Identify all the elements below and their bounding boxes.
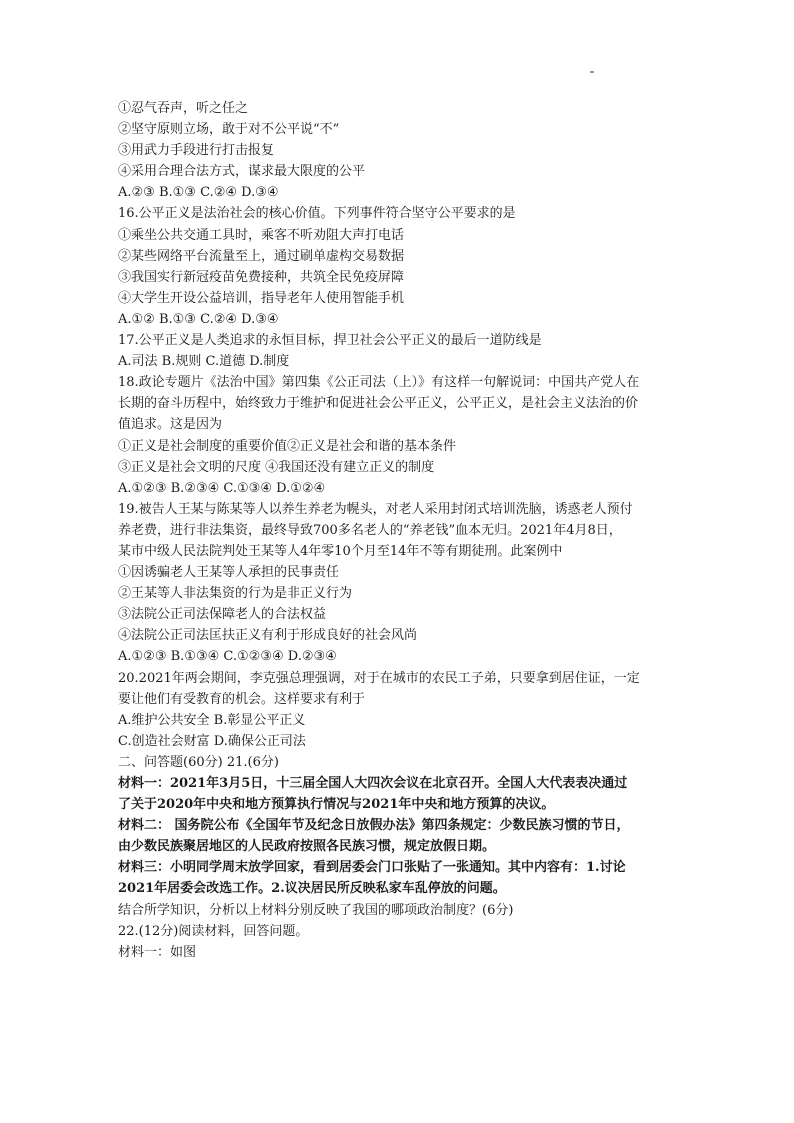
answer-choices-20-b: C.创造社会财富 D.确保公正司法 (118, 733, 306, 749)
question-16-stem: 16.公平正义是法治社会的核心价值。下列事件符合坚守公平要求的是 (118, 206, 516, 222)
question-17-stem: 17.公平正义是人类追求的永恒目标，捍卫社会公平正义的最后一道防线是 (118, 333, 542, 349)
question-20-stem-2: 要让他们有受教育的机会。这样要求有利于 (118, 691, 366, 707)
option-line-4: ④采用合理合法方式，谋求最大限度的公平 (118, 164, 366, 180)
question-22-heading: 22.(12分)阅读材料，回答问题。 (118, 923, 309, 939)
answer-choices-16: A.①② B.①③ C.②④ D.③④ (118, 311, 279, 327)
q19-option-4: ④法院公正司法匡扶正义有利于形成良好的社会风尚 (118, 628, 418, 644)
material-1-line-2: 了关于2020年中央和地方预算执行情况与2021年中央和地方预算的决议。 (118, 797, 555, 813)
answer-choices-19: A.①②③ B.①③④ C.①②③④ D.②③④ (118, 649, 337, 665)
question-19-stem-2: 养老费，进行非法集资，最终导致700多名老人的“养老钱”血本无归。2021年4月8日， (118, 522, 622, 538)
question-18-stem-2: 长期的奋斗历程中，始终致力于维护和促进社会公平正义，公平正义，是社会主义法治的价 (118, 396, 639, 412)
option-line-1: ①忍气吞声，听之任之 (118, 101, 249, 116)
q19-option-2: ②王某等人非法集资的行为是非正义行为 (118, 586, 353, 602)
q19-option-1: ①因诱骗老人王某等人承担的民事责任 (118, 565, 340, 581)
answer-choices-18: A.①②③ B.②③④ C.①③④ D.①②④ (118, 480, 326, 496)
q16-option-1: ①乘坐公共交通工具时，乘客不听劝阻大声打电话 (118, 227, 405, 243)
q16-option-3: ③我国实行新冠疫苗免费接种，共筑全民免疫屏障 (118, 269, 405, 285)
q16-option-2: ②某些网络平台流量至上，通过刷单虚构交易数据 (118, 248, 405, 264)
section-heading-qa: 二、问答题(60分) 21.(6分) (118, 754, 279, 770)
q16-option-4: ④大学生开设公益培训，指导老年人使用智能手机 (118, 290, 405, 306)
exam-page-text (118, 98, 718, 963)
scan-speck (590, 71, 594, 73)
question-19-stem-3: 某市中级人民法院判处王某等人4年零10个月至14年不等有期徒刑。此案例中 (118, 543, 563, 559)
question-19-stem-1: 19.被告人王某与陈某等人以养生养老为幌头，对老人采用封闭式培训洗脑，诱惑老人预付 (118, 501, 633, 517)
q18-options-1: ①正义是社会制度的重要价值②正义是社会和谐的基本条件 (118, 438, 457, 454)
material-2-line-1: 材料二： 国务院公布《全国年节及纪念日放假办法》第四条规定：少数民族习惯的节日， (118, 818, 630, 834)
q22-material-1: 材料一：如图 (118, 944, 197, 960)
material-2-line-2: 由少数民族聚居地区的人民政府按照各民族习惯，规定放假日期。 (118, 839, 496, 855)
answer-choices-17: A.司法 B.规则 C.道德 D.制度 (118, 354, 290, 370)
question-18-stem-1: 18.政论专题片《法治中国》第四集《公正司法（上）》有这样一句解说词：中国共产党人在 (118, 375, 640, 391)
answer-choices-15: A.②③ B.①③ C.②④ D.③④ (118, 185, 279, 201)
question-20-stem-1: 20.2021年两会期间，李克强总理强调，对于在城市的农民工子弟，只要拿到居住证，一定 (118, 670, 640, 686)
material-1-line-1: 材料一：2021年3月5日，十三届全国人大四次会议在北京召开。全国人大代表表决通过 (118, 776, 628, 791)
option-line-3: ③用武力手段进行打击报复 (118, 143, 275, 159)
material-3-line-1: 材料三：小明同学周末放学回家，看到居委会门口张贴了一张通知。其中内容有：1.讨论 (118, 860, 626, 876)
question-21-prompt: 结合所学知识，分析以上材料分别反映了我国的哪项政治制度？(6分) (118, 902, 514, 918)
question-18-stem-3: 值追求。这是因为 (118, 417, 223, 433)
option-line-2: ②坚守原则立场，敢于对不公平说“不” (118, 122, 340, 138)
q19-option-3: ③法院公正司法保障老人的合法权益 (118, 607, 327, 623)
q18-options-2: ③正义是社会文明的尺度 ④我国还没有建立正义的制度 (118, 459, 435, 475)
answer-choices-20-a: A.维护公共安全 B.彰显公平正义 (118, 712, 306, 728)
material-3-line-2: 2021年居委会改选工作。2.议决居民所反映私家车乱停放的问题。 (118, 881, 506, 897)
